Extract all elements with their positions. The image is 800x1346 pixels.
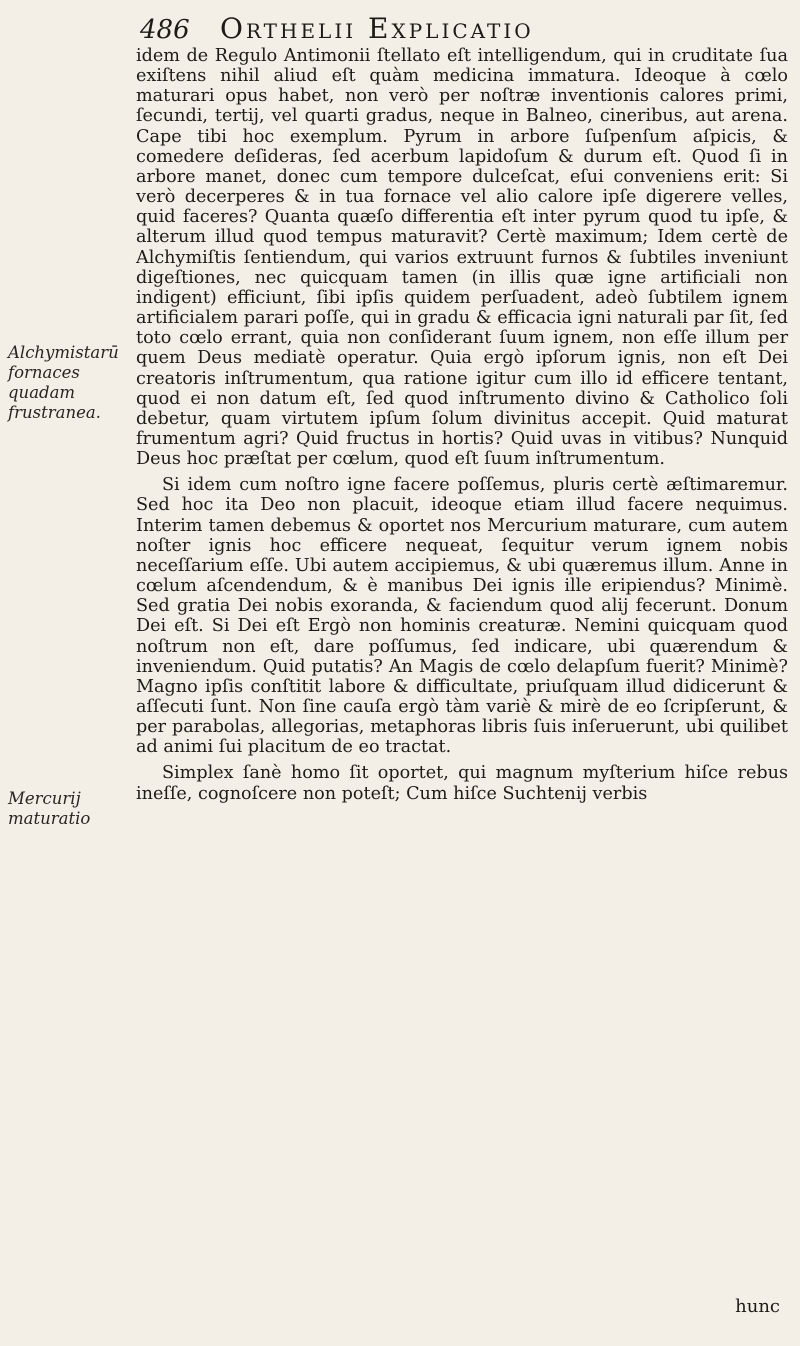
catchword: hunc [735,1296,780,1317]
paragraph: Si idem cum noſtro igne facere poſſemus, pluris certè æſtimaremur. Sed hoc ita Deo non placuit, ideoque etiam illud facere nequimus. Interim tamen debemus & oportet nos Mercurium maturare, cum autem noſter ignis hoc efficere nequeat, ſequitur verum ignem nobis neceſſarium eſſe. Ubi autem accipiemus, & ubi quæremus illum. Anne in cœlum aſcendendum, & è manibus Dei ignis ille eripiendus? Minimè. Sed gratia Dei nobis exoranda, & faciendum quod alij fecerunt. Donum Dei eſt. Si Dei eſt Ergò non hominis creaturæ. Nemini quicquam quod noſtrum non eſt, dare poſſumus, ſed indicare, ubi quærendum & inveniendum. Quid putatis? An Magis de cœlo delapſum fuerit? Minimè? Magno ipſis conſtitit labore & difficultate, priuſquam illud didicerunt & aſſecuti ſunt. Non ſine cauſa ergò tàm variè & mirè de eo ſcripſerunt, & per parabolas, allegorias, metaphoras libris ſuis inſeruerunt, ubi quilibet ad animi ſui placitum de eo tractat. [136,475,788,758]
body-text [136,46,788,804]
running-head: Orthelii Explicatio [220,12,534,45]
margin-note-mercury: Mercurij maturatio [8,789,91,828]
page-header [140,12,780,46]
paragraph: Simplex ſanè homo ſit oportet, qui magnum myſterium hiſce rebus ineſſe, cognoſcere non poteſt; Cum hiſce Suchtenij verbis [136,763,788,804]
paragraph: idem de Regulo Antimonii ſtellato eſt intelligendum, qui in cruditate ſua exiſtens nihil aliud eſt quàm medicina immatura. Ideoque à cœlo maturari opus habet, non verò per noſtræ inventionis calores primi, ſecundi, tertij, vel quarti gradus, neque in Balneo, cineribus, aut arena. Cape tibi hoc exemplum. Pyrum in arbore ſuſpenſum aſpicis, & comedere deſideras, ſed acerbum lapidoſum & durum eſt. Quod ſi in arbore manet, donec cum tempore dulceſcat, eſui conveniens erit: Si verò decerperes & in tua fornace vel alio calore ipſe digerere velles, quid faceres? Quanta quæſo differentia eſt inter pyrum quod tu ipſe, & alterum illud quod tempus maturavit? Certè maximum; Idem certè de Alchymiſtis ſentiendum, qui varios extruunt furnos & ſubtiles inveniunt digeſtiones, nec quicquam tamen (in illis quæ igne artificiali non indigent) efficiunt, ſibi ipſis quidem perſuadent, adeò ſubtilem ignem artificialem parari poſſe, qui in gradu & efficacia igni naturali par ſit, ſed toto cœlo errant, quia non conſiderant ſuum ignem, non eſſe illum per quem Deus mediatè operatur. Quia ergò ipſorum ignis, non eſt Dei creatoris inſtrumentum, qua ratione igitur cum illo id efficere tentant, quod ei non datum eſt, ſed quod inſtrumento divino & Catholico ſoli debetur, quam virtutem ipſum ſolum divinitus accepit. Quid maturat frumentum agri? Quid fructus in hortis? Quid uvas in vitibus? Nunquid Deus hoc præſtat per cœlum, quod eſt ſuum inſtrumentum. [136,46,788,470]
page-number: 486 [140,15,190,45]
margin-note-alchymists: Alchymistarū fornaces quadam frustranea. [8,343,119,422]
